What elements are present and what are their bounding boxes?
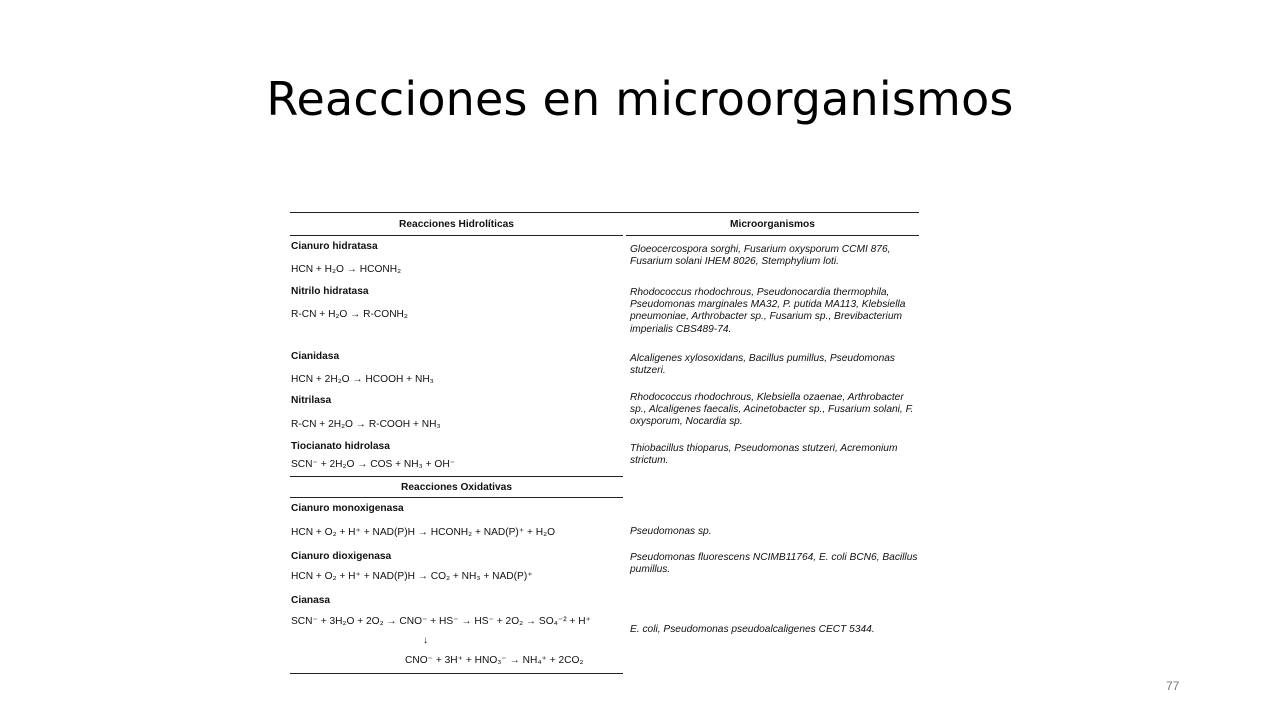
enzyme-label: Cianidasa — [291, 351, 340, 362]
microorganisms-cell: E. coli, Pseudomonas pseudoalcaligenes CECT 5344. — [630, 624, 875, 635]
enzyme-label: Cianuro monoxigenasa — [291, 503, 404, 514]
header-bottom-rule-right — [626, 235, 919, 236]
table-top-rule — [290, 212, 919, 213]
microorganisms-cell: Pseudomonas sp. — [630, 526, 712, 537]
header-microorganisms: Microorganismos — [730, 219, 815, 230]
header-bottom-rule-left — [290, 235, 623, 236]
table-bottom-rule — [290, 673, 623, 674]
reaction-equation: HCN + O₂ + H⁺ + NAD(P)H → HCONH₂ + NAD(P)⁺ + H₂O — [291, 527, 556, 538]
enzyme-label: Cianuro dioxigenasa — [291, 551, 392, 562]
enzyme-label: Nitrilasa — [291, 395, 332, 406]
reaction-down-arrow: ↓ — [423, 635, 429, 646]
reaction-equation: HCN + O₂ + H⁺ + NAD(P)H → CO₂ + NH₃ + NAD(P)⁺ — [291, 571, 533, 582]
microorganisms-cell: Pseudomonas fluorescens NCIMB11764, E. coli BCN6, Bacillus pumillus. — [630, 552, 918, 576]
microorganisms-cell: Gloeocercospora sorghi, Fusarium oxysporum CCMI 876, Fusarium solani IHEM 8026, Stemphylium loti. — [630, 244, 891, 268]
reaction-equation: SCN⁻ + 3H₂O + 2O₂ → CNO⁻ + HS⁻ → HS⁻ + 2O₂ → SO₄⁻² + H⁺ — [291, 616, 591, 627]
header-oxidative: Reacciones Oxidativas — [401, 482, 512, 493]
microorganisms-cell: Rhodococcus rhodochrous, Klebsiella ozaenae, Arthrobacter sp., Alcaligenes faecalis, Acinetobacter sp., Fusarium solani, F. oxysporum, Nocardia sp. — [630, 392, 914, 428]
enzyme-label: Cianasa — [291, 595, 331, 606]
microorganisms-cell: Alcaligenes xylosoxidans, Bacillus pumillus, Pseudomonas stutzeri. — [630, 353, 896, 377]
oxidative-bottom-rule — [290, 497, 623, 498]
page-number: 77 — [1166, 679, 1180, 693]
oxidative-top-rule — [290, 476, 623, 477]
microorganisms-cell: Thiobacillus thioparus, Pseudomonas stutzeri, Acremonium strictum. — [630, 443, 898, 467]
reaction-equation-continued: CNO⁻ + 3H⁺ + HNO₃⁻ → NH₄⁺ + 2CO₂ — [405, 655, 584, 666]
header-hydrolytic: Reacciones Hidrolíticas — [399, 219, 514, 230]
enzyme-label: Tiocianato hidrolasa — [291, 441, 390, 452]
reaction-equation: SCN⁻ + 2H₂O → COS + NH₃ + OH⁻ — [291, 459, 456, 470]
reaction-equation: R-CN + H₂O → R-CONH₂ — [291, 309, 408, 320]
reaction-equation: R-CN + 2H₂O → R-COOH + NH₃ — [291, 419, 441, 430]
reaction-equation: HCN + 2H₂O → HCOOH + NH₃ — [291, 374, 434, 385]
enzyme-label: Nitrilo hidratasa — [291, 286, 369, 297]
enzyme-label: Cianuro hidratasa — [291, 241, 378, 252]
slide-title: Reacciones en microorganismos — [266, 72, 1014, 126]
reaction-equation: HCN + H₂O → HCONH₂ — [291, 264, 402, 275]
microorganisms-cell: Rhodococcus rhodochrous, Pseudonocardia thermophila, Pseudomonas marginales MA32, P. putida MA113, Klebsiella pneumoniae, Arthrobacter sp., Fusarium sp., Brevibacterium imperialis CBS489-74. — [630, 287, 906, 335]
